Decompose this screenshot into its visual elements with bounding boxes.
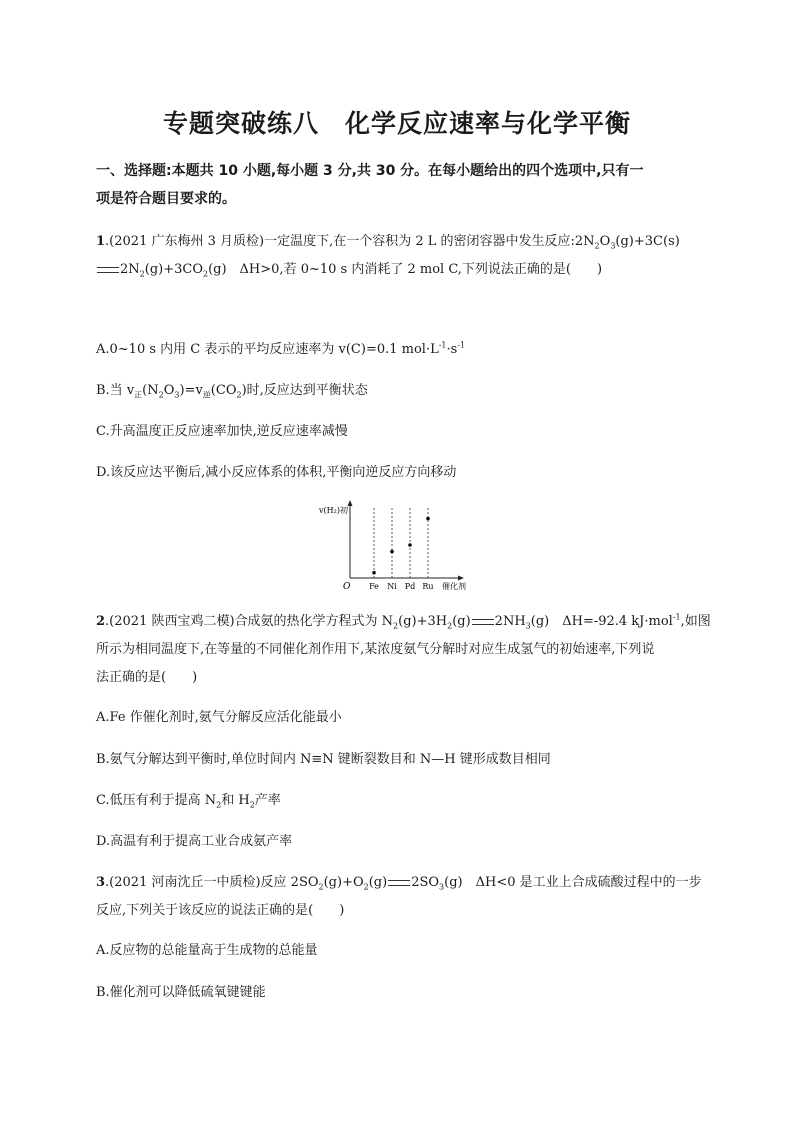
q2-stem-text: (g) bbox=[452, 614, 471, 629]
q3-stem-text: (g)+O bbox=[323, 875, 364, 890]
page-title: 专题突破练八 化学反应速率与化学平衡 bbox=[162, 109, 631, 138]
q3-stem-text: 2SO bbox=[411, 875, 440, 890]
question-number: 1 bbox=[96, 234, 106, 249]
q2-option-c bbox=[96, 791, 706, 811]
option-text: B.当 v bbox=[96, 383, 135, 398]
option-text: C.低压有利于提高 N bbox=[96, 793, 217, 808]
q1-stem-text: (g)+3CO bbox=[144, 262, 203, 277]
section-heading-line-2: 项是符合题目要求的。 bbox=[96, 191, 236, 207]
option-text: A.0~10 s 内用 C 表示的平均反应速率为 v(C)=0.1 mol·L bbox=[96, 342, 439, 357]
q1-stem-line-2 bbox=[96, 260, 706, 280]
q1-option-d: D.该反应达平衡后,减小反应体系的体积,平衡向逆反应方向移动 bbox=[96, 465, 457, 480]
subscript: 2 bbox=[594, 241, 600, 251]
reversible-arrow-icon bbox=[388, 880, 410, 886]
q3-stem-line-2: 反应,下列关于该反应的说法正确的是( ) bbox=[96, 903, 345, 918]
subscript: 2 bbox=[393, 621, 399, 631]
q2-stem-text: .(2021 陕西宝鸡二模)合成氨的热化学方程式为 N bbox=[105, 614, 394, 629]
option-text: 产率 bbox=[254, 793, 281, 808]
option-text: (N bbox=[142, 383, 159, 398]
q3-stem-text: .(2021 河南沈丘一中质检)反应 2SO bbox=[105, 875, 319, 890]
data-point-ni bbox=[390, 550, 394, 554]
q2-option-d: D.高温有利于提高工业合成氨产率 bbox=[96, 834, 293, 849]
q3-stem-line-1 bbox=[96, 873, 706, 893]
question-number: 2 bbox=[96, 614, 106, 629]
superscript: -1 bbox=[457, 340, 466, 350]
tick-label-ru: Ru bbox=[422, 582, 434, 591]
tick-label-ni: Ni bbox=[387, 582, 397, 591]
y-axis-arrow-icon bbox=[348, 500, 353, 506]
y-axis-label: v(H₂)初 bbox=[319, 506, 348, 515]
q2-stem-line-2: 所示为相同温度下,在等量的不同催化剂作用下,某浓度氨气分解时对应生成氢气的初始速率,下列说 bbox=[96, 642, 655, 657]
q1-option-a bbox=[96, 340, 706, 360]
subscript: 3 bbox=[525, 621, 531, 631]
origin-label: O bbox=[343, 582, 351, 592]
q2-stem-line-3: 法正确的是( ) bbox=[96, 670, 198, 685]
q1-stem-text: (g)+3C(s) bbox=[615, 234, 680, 249]
tick-label-pd: Pd bbox=[404, 582, 416, 591]
subscript: 2 bbox=[158, 390, 164, 400]
q3-option-b: B.催化剂可以降低硫氧键键能 bbox=[96, 985, 266, 1000]
subscript: 2 bbox=[249, 800, 255, 810]
option-text: 和 H bbox=[221, 793, 250, 808]
q2-option-a: A.Fe 作催化剂时,氨气分解反应活化能最小 bbox=[96, 710, 342, 725]
subscript: 2 bbox=[139, 269, 145, 279]
q3-stem-text: (g) bbox=[368, 875, 388, 890]
section-heading-line-1: 一、选择题:本题共 10 小题,每小题 3 分,共 30 分。在每小题给出的四个选项中,只有一 bbox=[96, 163, 644, 179]
superscript: -1 bbox=[672, 612, 681, 622]
subscript: 2 bbox=[202, 269, 209, 279]
subscript: 逆 bbox=[202, 390, 211, 400]
data-point-pd bbox=[408, 543, 412, 547]
data-point-fe bbox=[372, 571, 376, 575]
option-text: (CO bbox=[210, 383, 237, 398]
question-number: 3 bbox=[96, 875, 106, 890]
q1-option-b bbox=[96, 381, 706, 401]
q2-option-b: B.氨气分解达到平衡时,单位时间内 N≡N 键断裂数目和 N—H 键形成数目相同 bbox=[96, 752, 551, 767]
subscript: 正 bbox=[134, 390, 143, 400]
q3-stem-text: (g) ΔH<0 是工业上合成硫酸过程中的一步 bbox=[444, 875, 702, 890]
q2-stem-text: (g)+3H bbox=[398, 614, 448, 629]
q2-stem-text: 2NH bbox=[494, 614, 526, 629]
x-axis-arrow-icon bbox=[458, 576, 464, 581]
reversible-arrow-icon bbox=[97, 267, 119, 273]
option-text: O bbox=[163, 383, 175, 398]
data-point-ru bbox=[426, 517, 430, 521]
q1-stem-text: (g) ΔH>0,若 0~10 s 内消耗了 2 mol C,下列说法正确的是( ) bbox=[208, 262, 603, 277]
option-text: )=v bbox=[179, 383, 203, 398]
subscript: 3 bbox=[174, 390, 180, 400]
superscript: -1 bbox=[438, 340, 447, 350]
reversible-arrow-icon bbox=[472, 619, 494, 625]
tick-label-fe: Fe bbox=[369, 582, 379, 591]
x-axis-label: 催化剂 bbox=[442, 582, 466, 591]
subscript: 2 bbox=[318, 882, 324, 892]
option-text: )时,反应达到平衡状态 bbox=[241, 383, 368, 398]
catalyst-rate-chart bbox=[318, 500, 468, 592]
subscript: 2 bbox=[216, 800, 222, 810]
q1-stem-text: O bbox=[599, 234, 611, 249]
subscript: 2 bbox=[236, 390, 242, 400]
option-text: ·s bbox=[446, 342, 458, 357]
q3-option-a: A.反应物的总能量高于生成物的总能量 bbox=[96, 943, 318, 958]
q1-option-c: C.升高温度正反应速率加快,逆反应速率减慢 bbox=[96, 424, 348, 439]
q1-stem-text: 2N bbox=[120, 262, 140, 277]
subscript: 3 bbox=[439, 882, 445, 892]
q2-stem-line-1 bbox=[96, 612, 711, 632]
q1-stem-line-1 bbox=[96, 232, 706, 252]
subscript: 2 bbox=[363, 882, 369, 892]
subscript: 2 bbox=[447, 621, 453, 631]
q2-stem-text: ,如图 bbox=[680, 614, 711, 629]
q1-stem-text: .(2021 广东梅州 3 月质检)一定温度下,在一个容积为 2 L 的密闭容器中发生反应:2N bbox=[105, 234, 595, 249]
subscript: 3 bbox=[610, 241, 616, 251]
q2-stem-text: (g) ΔH=-92.4 kJ·mol bbox=[530, 614, 673, 629]
